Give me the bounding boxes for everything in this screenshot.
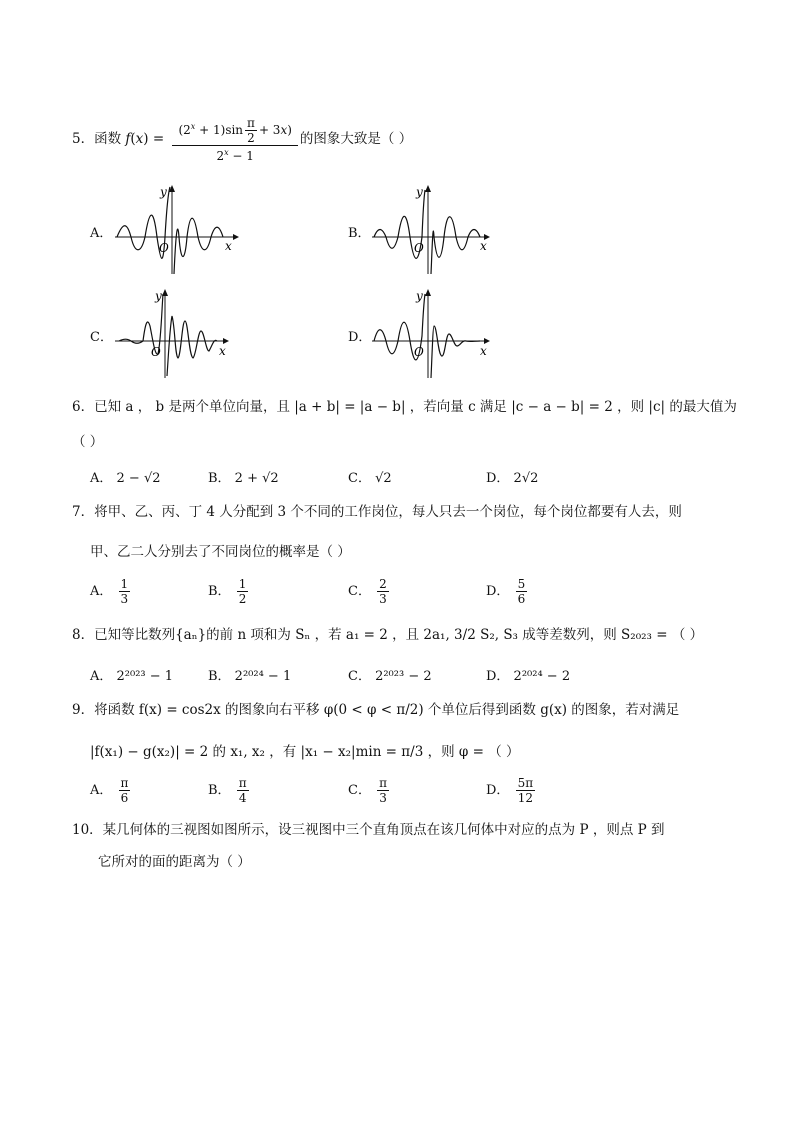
q9-option-a-label: A．: [90, 783, 113, 798]
q9-b-denominator: 4: [238, 791, 247, 805]
q7-d-denominator: 6: [517, 592, 526, 606]
q8-option-b[interactable]: B． 2²⁰²⁴ − 1: [208, 669, 292, 684]
q5-stem: 5．函数 f(x) = $(2^x + 1)\sin$ $\frac{\pi}{2}$ + 3x) $2^x - 1$ 的图象大致是（ ）: [72, 116, 413, 163]
q7-option-c[interactable]: [348, 577, 391, 606]
q9-option-b[interactable]: [208, 776, 251, 805]
q6-option-b[interactable]: B． 2 + √2: [208, 471, 279, 486]
q6-stem-line2: （ ）: [72, 434, 104, 450]
q9-d-denominator: 12: [517, 791, 533, 805]
q9-c-denominator: 3: [379, 791, 387, 805]
q9-option-c-label: C．: [348, 783, 371, 798]
q9-option-d[interactable]: [486, 776, 537, 805]
q7-b-denominator: 2: [238, 592, 247, 606]
q9-b-numerator: π: [238, 776, 247, 790]
q8-option-d[interactable]: D． 2²⁰²⁴ − 2: [486, 669, 571, 684]
q5-a-origin-label: O: [159, 241, 169, 255]
q5-fraction: [172, 116, 297, 163]
q5-d-origin-label: O: [414, 345, 424, 359]
q7-option-b[interactable]: [208, 577, 250, 606]
q5-c-y-label: y: [155, 289, 162, 303]
q7-option-c-label: C．: [348, 584, 371, 599]
q7-c-numerator: 2: [379, 577, 387, 591]
q5-suffix: 的图象大致是（ ）: [299, 131, 413, 147]
q7-stem-line1: 7．将甲、乙、丙、丁 4 人分配到 3 个不同的工作岗位，每人只去一个岗位，每个岗位都要有人去，则: [72, 504, 682, 520]
q9-a-denominator: 6: [120, 791, 129, 805]
q5-a-y-label: y: [160, 185, 167, 199]
q9-stem-line1: 9．将函数 f(x) = cos2x 的图象向右平移 φ(0 < φ < π/2) 个单位后得到函数 g(x) 的图象，若对满足: [72, 702, 680, 718]
q5-b-x-label: x: [480, 239, 487, 253]
q8-option-a[interactable]: A． 2²⁰²³ − 1: [90, 669, 174, 684]
q7-c-denominator: 3: [379, 592, 387, 606]
q5-d-x-label: x: [480, 344, 487, 358]
q9-d-numerator: 5π: [517, 776, 534, 790]
q8-option-c[interactable]: C． 2²⁰²³ − 2: [348, 669, 432, 684]
q5-option-c-label[interactable]: C．: [90, 330, 113, 345]
q5-b-origin-label: O: [414, 241, 424, 255]
q7-option-d[interactable]: [486, 577, 529, 606]
q7-option-d-label: D．: [486, 584, 510, 599]
q7-option-b-label: B．: [208, 584, 231, 599]
q5-denominator: $2^x - 1$: [216, 148, 254, 163]
q5-c-x-label: x: [219, 344, 226, 358]
q5-b-y-label: y: [416, 185, 423, 199]
q5-prefix: 函数: [94, 131, 122, 147]
q10-stem-line1: 10．某几何体的三视图如图所示，设三视图中三个直角顶点在该几何体中对应的点为 P ，则点 P 到: [72, 822, 665, 838]
q7-d-numerator: 5: [517, 577, 526, 591]
q6-option-c[interactable]: C． √2: [348, 471, 392, 486]
q5-c-origin-label: O: [151, 345, 161, 359]
q10-stem-line2: 它所对的面的距离为（ ）: [98, 854, 251, 870]
q5-option-a-label[interactable]: A．: [90, 226, 113, 241]
q7-a-denominator: 3: [120, 592, 129, 606]
q7-a-numerator: 1: [120, 577, 129, 591]
q5-fx: f: [125, 131, 131, 147]
q9-a-numerator: π: [120, 776, 129, 790]
q7-b-numerator: 1: [238, 577, 247, 591]
q5-option-a-graph[interactable]: [115, 182, 240, 277]
q6-option-a[interactable]: A． 2 − √2: [90, 471, 161, 486]
q5-option-b-graph[interactable]: [372, 182, 497, 277]
q9-option-b-label: B．: [208, 783, 231, 798]
q6-option-d[interactable]: D． 2√2: [486, 471, 539, 486]
q5-a-x-label: x: [225, 239, 232, 253]
q5-number: 5．: [72, 131, 95, 147]
q5-option-d-label[interactable]: D．: [348, 330, 372, 345]
q8-stem-line1: 8．已知等比数列{aₙ}的前 n 项和为 Sₙ ，若 a₁ = 2 ，且 2a₁, 3/2 S₂, S₃ 成等差数列，则 S₂₀₂₃ = （ ）: [72, 627, 704, 643]
q9-stem-line2: |f(x₁) − g(x₂)| = 2 的 x₁, x₂ ，有 |x₁ − x₂|min = π/3 ，则 φ = （ ）: [90, 744, 520, 760]
q7-stem-line2: 甲、乙二人分别去了不同岗位的概率是（ ）: [90, 544, 351, 560]
q6-stem-line1: 6．已知 a ， b 是两个单位向量，且 |a + b| = |a − b| ，若向量 c 满足 |c − a − b| = 2 ，则 |c| 的最大值为: [72, 399, 737, 415]
q5-numerator: $(2^x + 1)\sin$ $\frac{\pi}{2}$ + 3x): [172, 116, 297, 146]
q9-option-c[interactable]: [348, 776, 391, 805]
q7-option-a[interactable]: [90, 577, 132, 606]
q7-option-a-label: A．: [90, 584, 113, 599]
q5-option-d-graph[interactable]: [372, 286, 497, 381]
q5-d-y-label: y: [416, 289, 423, 303]
q5-option-b-label[interactable]: B．: [348, 226, 371, 241]
q9-option-d-label: D．: [486, 783, 510, 798]
q9-option-a[interactable]: [90, 776, 132, 805]
q9-c-numerator: π: [379, 776, 387, 790]
q5-option-c-graph[interactable]: [115, 286, 240, 381]
